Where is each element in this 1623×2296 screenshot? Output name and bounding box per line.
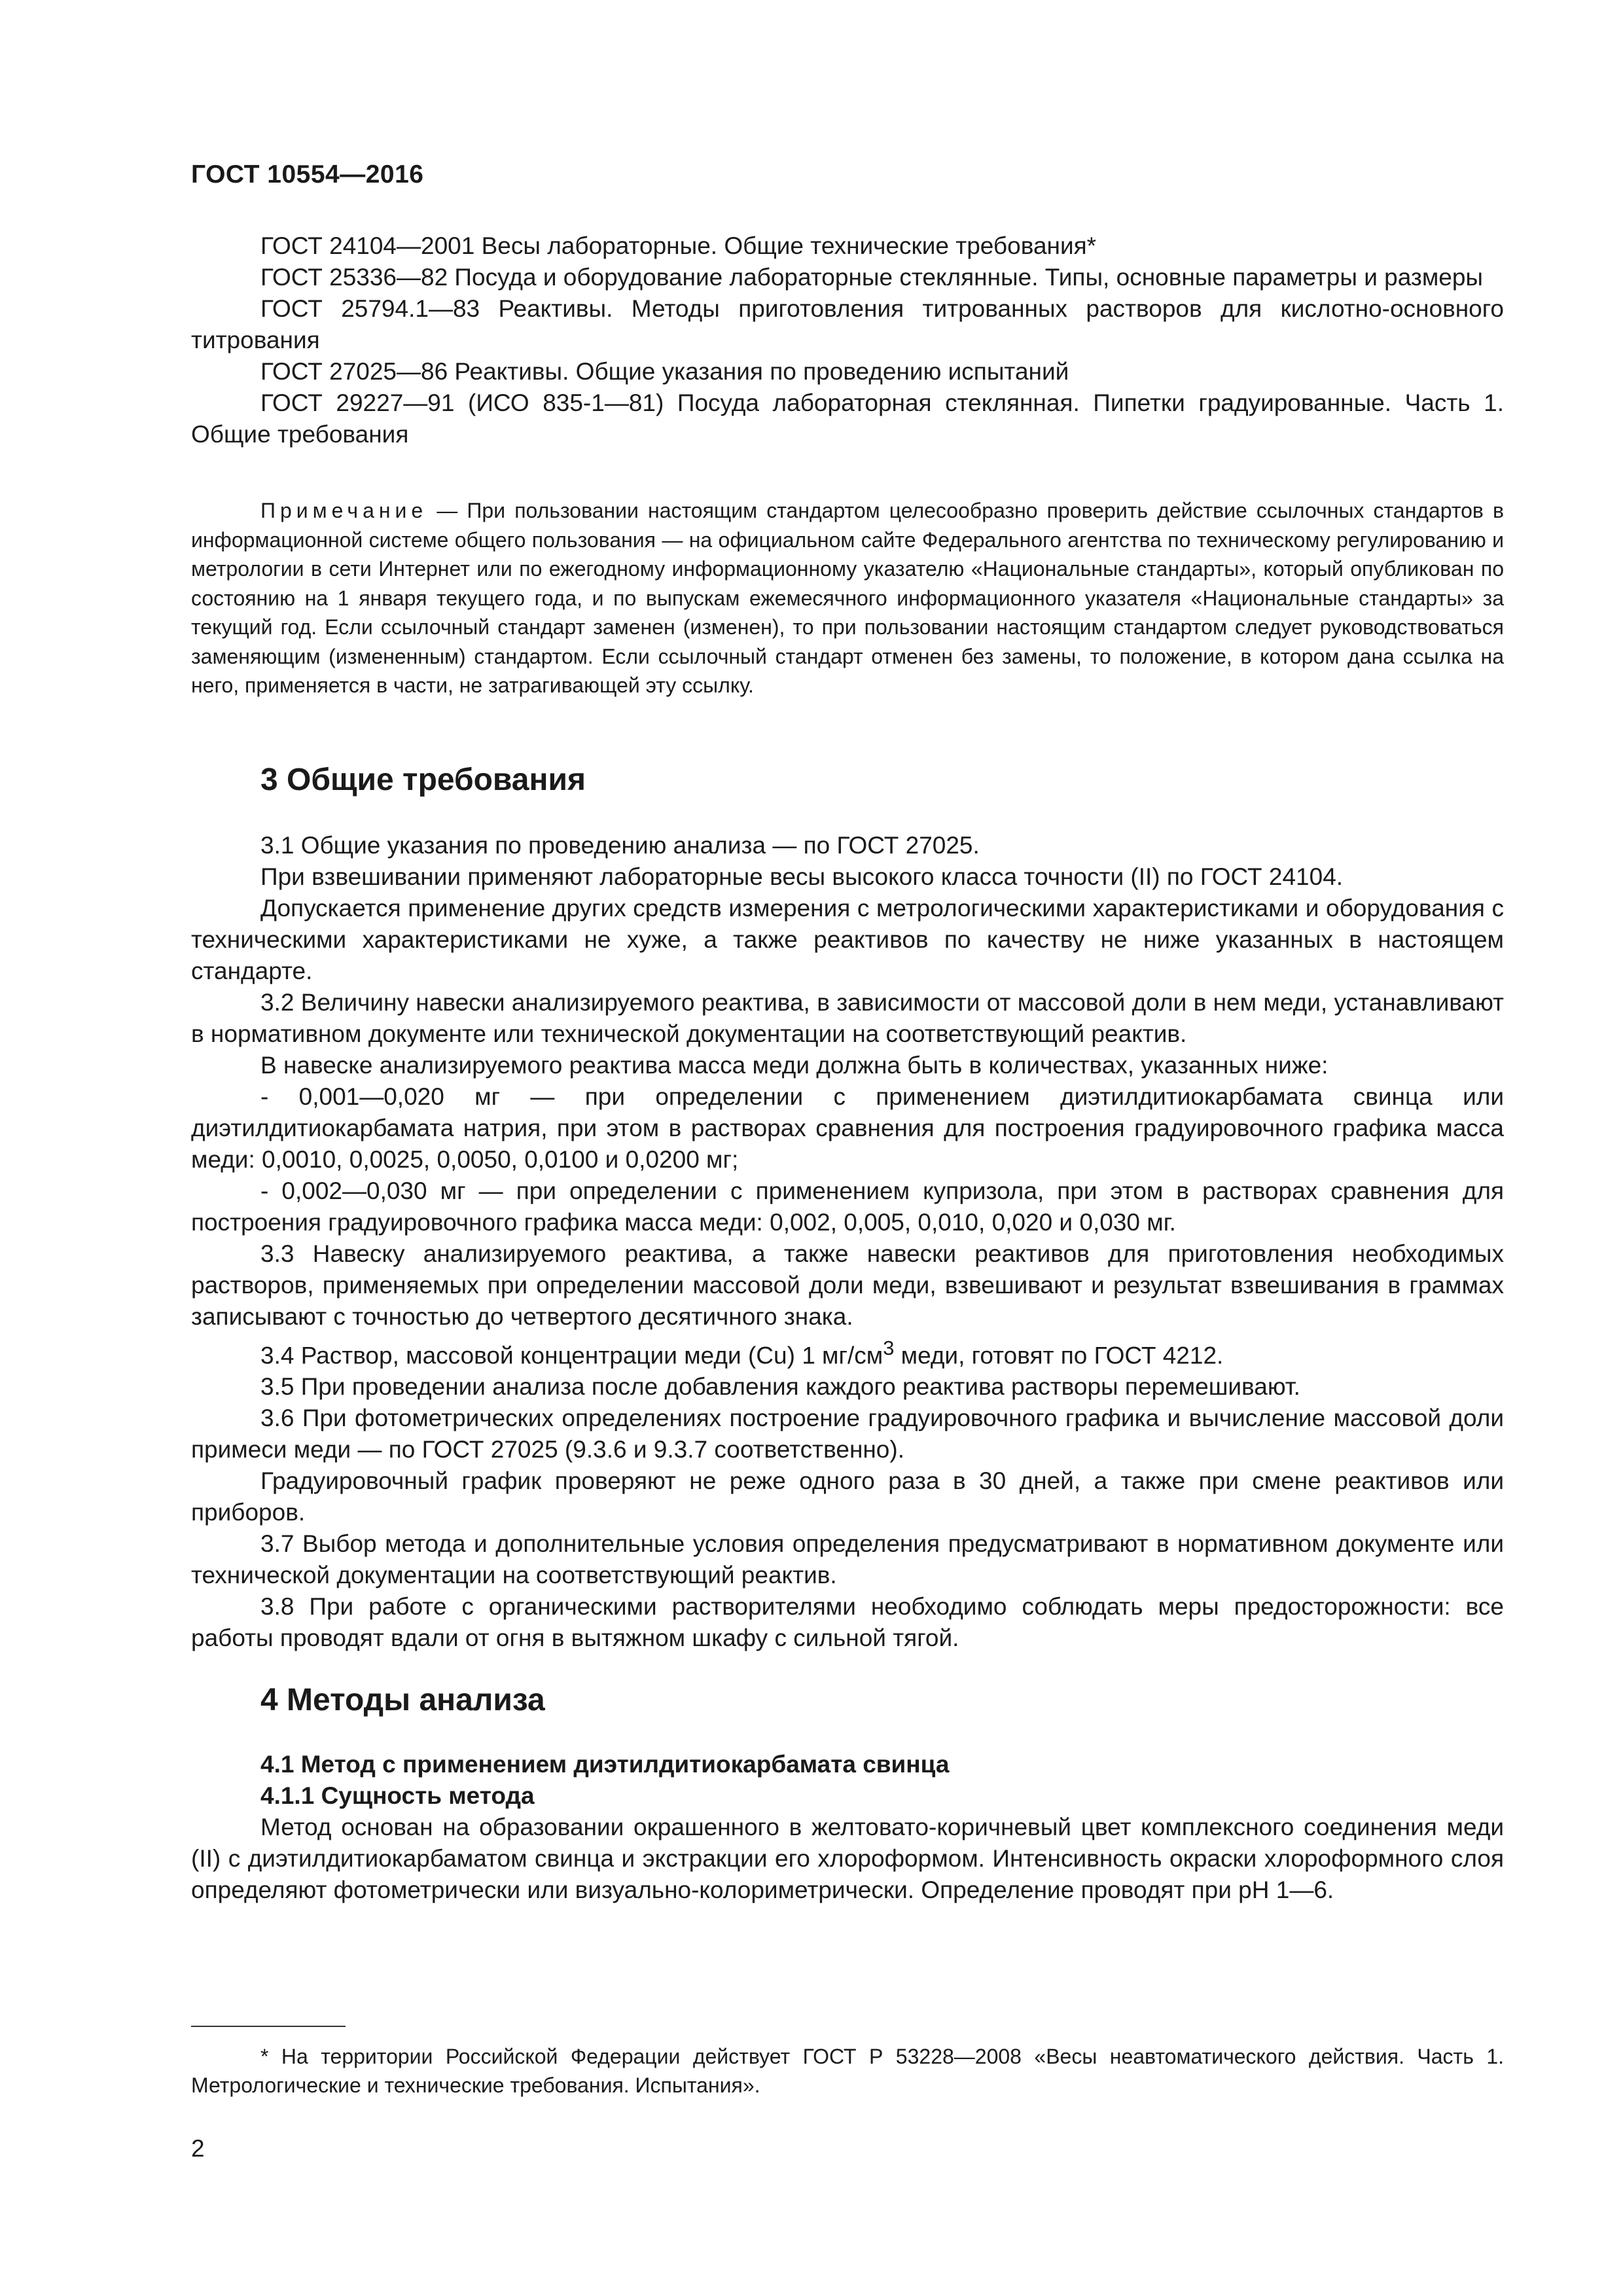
footnote-divider <box>191 2026 346 2027</box>
p34-text-b: меди, готовят по ГОСТ 4212. <box>894 1342 1224 1369</box>
page-number: 2 <box>191 2135 205 2162</box>
section-3-heading: 3 Общие требования <box>260 762 586 797</box>
reference-item: ГОСТ 29227—91 (ИСО 835-1—81) Посуда лабораторная стеклянная. Пипетки градуированные. Часть 1. Общие требования <box>191 389 1504 448</box>
paragraph: Допускается применение других средств измерения с метрологическими характеристиками и оборудования с техническими характеристиками не хуже, а также реактивов по качеству не ниже указанных в настоящем стандарте. <box>191 895 1504 984</box>
paragraph: 3.2 Величину навески анализируемого реактива, в зависимости от массовой доли в нем меди, устанавливают в нормативном документе или технической документации на соответствующий реактив. <box>191 989 1504 1047</box>
subsection-4-1-heading: 4.1 Метод с применением диэтилдитиокарбамата свинца <box>260 1751 950 1778</box>
note-label: Примечание <box>260 499 428 522</box>
normative-references <box>191 230 1504 450</box>
note-block <box>191 496 1504 700</box>
p34-text-a: 3.4 Раствор, массовой концентрации меди (Cu) 1 мг/см <box>260 1342 883 1369</box>
paragraph: 3.5 При проведении анализа после добавления каждого реактива растворы перемешивают. <box>260 1373 1300 1401</box>
paragraph: 3.1 Общие указания по проведению анализа — по ГОСТ 27025. <box>260 832 980 859</box>
note-text: — При пользовании настоящим стандартом целесообразно проверить действие ссылочных стандартов в информационной системе общего пользования — на официальном сайте Федерального агентства по техническому регулированию и метрологии в сети Интернет или по ежегодному информационному указателю «Национальные стандарты», который опубликован по состоянию на 1 января текущего года, и по выпускам ежемесячного информационного указателя «Национальные стандарты» за текущий год. Если ссылочный стандарт заменен (изменен), то при пользовании настоящим стандартом следует руководствоваться заменяющим (измененным) стандартом. Если ссылочный стандарт отменен без замены, то положение, в котором дана ссылка на него, применяется в части, не затрагивающей эту ссылку. <box>191 499 1505 697</box>
paragraph-3-4 <box>191 1333 1504 1371</box>
section-4-heading-wrap <box>191 1681 1504 1720</box>
section-3-body <box>191 830 1504 1654</box>
paragraph: 3.6 При фотометрических определениях построение градуировочного графика и вычисление массовой доли примеси меди — по ГОСТ 27025 (9.3.6 и 9.3.7 соответственно). <box>191 1405 1504 1463</box>
footnote-block <box>191 2042 1504 2100</box>
paragraph: 3.7 Выбор метода и дополнительные условия определения предусматривают в нормативном документе или технической документации на соответствующий реактив. <box>191 1530 1504 1589</box>
reference-item: ГОСТ 25794.1—83 Реактивы. Методы приготовления титрованных растворов для кислотно-основного титрования <box>191 295 1504 353</box>
paragraph: В навеске анализируемого реактива масса меди должна быть в количествах, указанных ниже: <box>260 1052 1329 1079</box>
document-header: ГОСТ 10554—2016 <box>191 160 424 188</box>
paragraph: При взвешивании применяют лабораторные весы высокого класса точности (II) по ГОСТ 24104. <box>260 863 1344 890</box>
paragraph: Метод основан на образовании окрашенного в желтовато-коричневый цвет комплексного соединения меди (II) с диэтилдитиокарбаматом свинца и экстракции его хлороформом. Интенсивность окраски хлороформного слоя определяют фотометрически или визуально-колориметрически. Определение проводят при pH 1—6. <box>191 1814 1504 1903</box>
subsection-4-1-1-heading: 4.1.1 Сущность метода <box>260 1782 535 1809</box>
note-paragraph <box>191 496 1504 700</box>
section-4-heading: 4 Методы анализа <box>260 1683 545 1717</box>
footnote-text: * На территории Российской Федерации действует ГОСТ Р 53228—2008 «Весы неавтоматического действия. Часть 1. Метрологические и технические требования. Испытания». <box>191 2045 1504 2097</box>
paragraph: 3.8 При работе с органическими растворителями необходимо соблюдать меры предосторожности: все работы проводят вдали от огня в вытяжном шкафу с сильной тягой. <box>191 1593 1504 1652</box>
paragraph: - 0,002—0,030 мг — при определении с применением купризола, при этом в растворах сравнения для построения градуировочного графика масса меди: 0,002, 0,005, 0,010, 0,020 и 0,030 мг. <box>191 1177 1504 1236</box>
paragraph: 3.3 Навеску анализируемого реактива, а также навески реактивов для приготовления необходимых растворов, применяемых при определении массовой доли меди, взвешивают и результат взвешивания в граммах записывают с точностью до четвертого десятичного знака. <box>191 1240 1504 1330</box>
section-4-body <box>191 1749 1504 1906</box>
reference-item: ГОСТ 25336—82 Посуда и оборудование лабораторные стеклянные. Типы, основные параметры и размеры <box>260 264 1484 291</box>
paragraph: - 0,001—0,020 мг — при определении с применением диэтилдитиокарбамата свинца или диэтилдитиокарбамата натрия, при этом в растворах сравнения для построения градуировочного графика масса меди: 0,0010, 0,0025, 0,0050, 0,0100 и 0,0200 мг; <box>191 1083 1504 1173</box>
reference-item: ГОСТ 27025—86 Реактивы. Общие указания по проведению испытаний <box>260 358 1069 385</box>
p34-superscript: 3 <box>883 1336 895 1359</box>
reference-item: ГОСТ 24104—2001 Весы лабораторные. Общие технические требования* <box>260 232 1097 259</box>
section-3-heading-wrap <box>191 761 1504 800</box>
paragraph: Градуировочный график проверяют не реже одного раза в 30 дней, а также при смене реактивов или приборов. <box>191 1467 1504 1526</box>
